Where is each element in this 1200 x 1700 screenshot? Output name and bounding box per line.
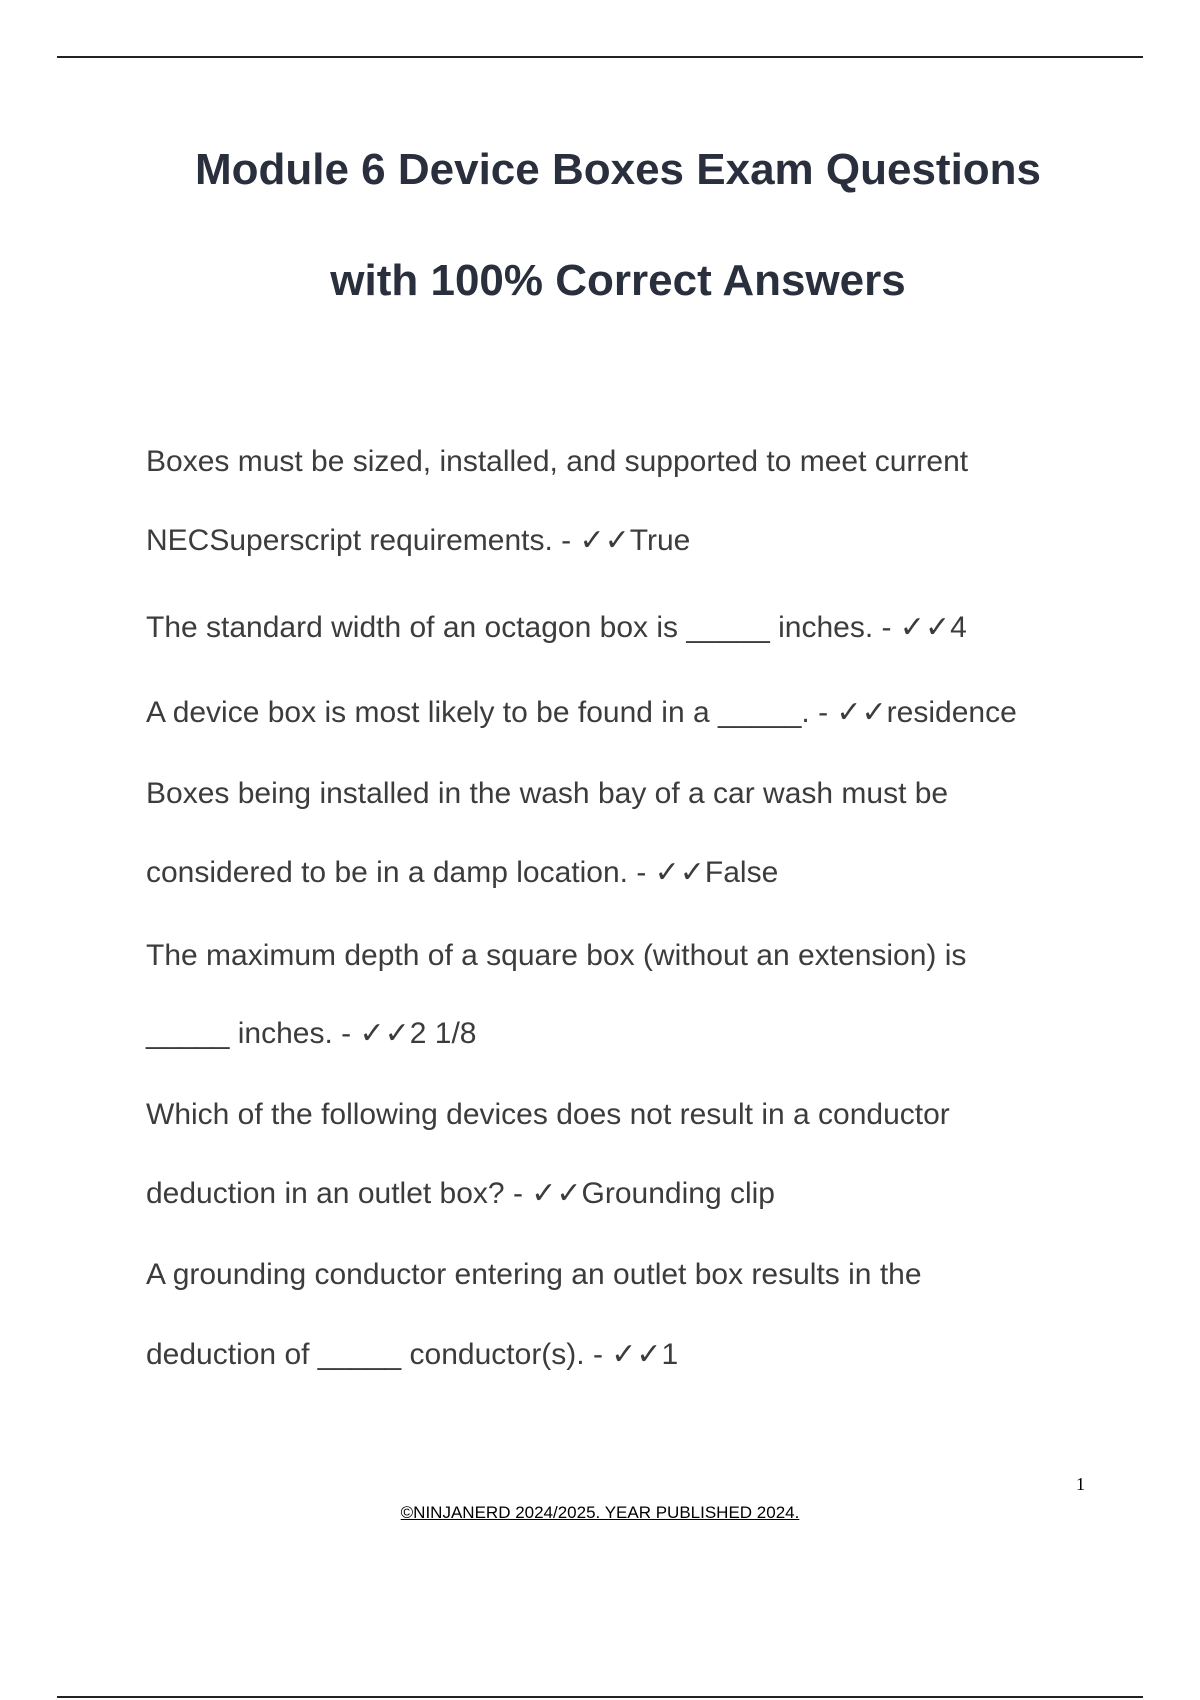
qa-line: deduction in an outlet box? - ✓✓Grounding clip [146, 1177, 775, 1210]
qa-line: NECSuperscript requirements. - ✓✓True [146, 524, 691, 557]
document-title-line-2: with 100% Correct Answers [330, 256, 906, 305]
page-number: 1 [1076, 1474, 1085, 1494]
qa-line: Boxes must be sized, installed, and supported to meet current [146, 445, 969, 478]
qa-line: deduction of _____ conductor(s). - ✓✓1 [146, 1338, 679, 1371]
qa-line: The maximum depth of a square box (without an extension) is [146, 939, 967, 972]
document-title-line-1: Module 6 Device Boxes Exam Questions [194, 145, 1042, 194]
qa-line: Boxes being installed in the wash bay of a car wash must be [146, 777, 949, 810]
qa-line: Which of the following devices does not result in a conductor [146, 1098, 950, 1131]
top-rule [57, 56, 1143, 58]
qa-line: A grounding conductor entering an outlet box results in the [146, 1258, 922, 1291]
qa-line: _____ inches. - ✓✓2 1/8 [146, 1017, 477, 1050]
qa-line: considered to be in a damp location. - ✓✓False [146, 856, 779, 889]
bottom-rule [57, 1696, 1143, 1698]
copyright-footer-text: ©NINJANERD 2024/2025. YEAR PUBLISHED 2024. [400, 1503, 800, 1522]
qa-line: The standard width of an octagon box is _____ inches. - ✓✓4 [146, 611, 967, 644]
copyright-footer [0, 1503, 1200, 1523]
qa-line: A device box is most likely to be found in a _____. - ✓✓residence [146, 696, 1017, 729]
